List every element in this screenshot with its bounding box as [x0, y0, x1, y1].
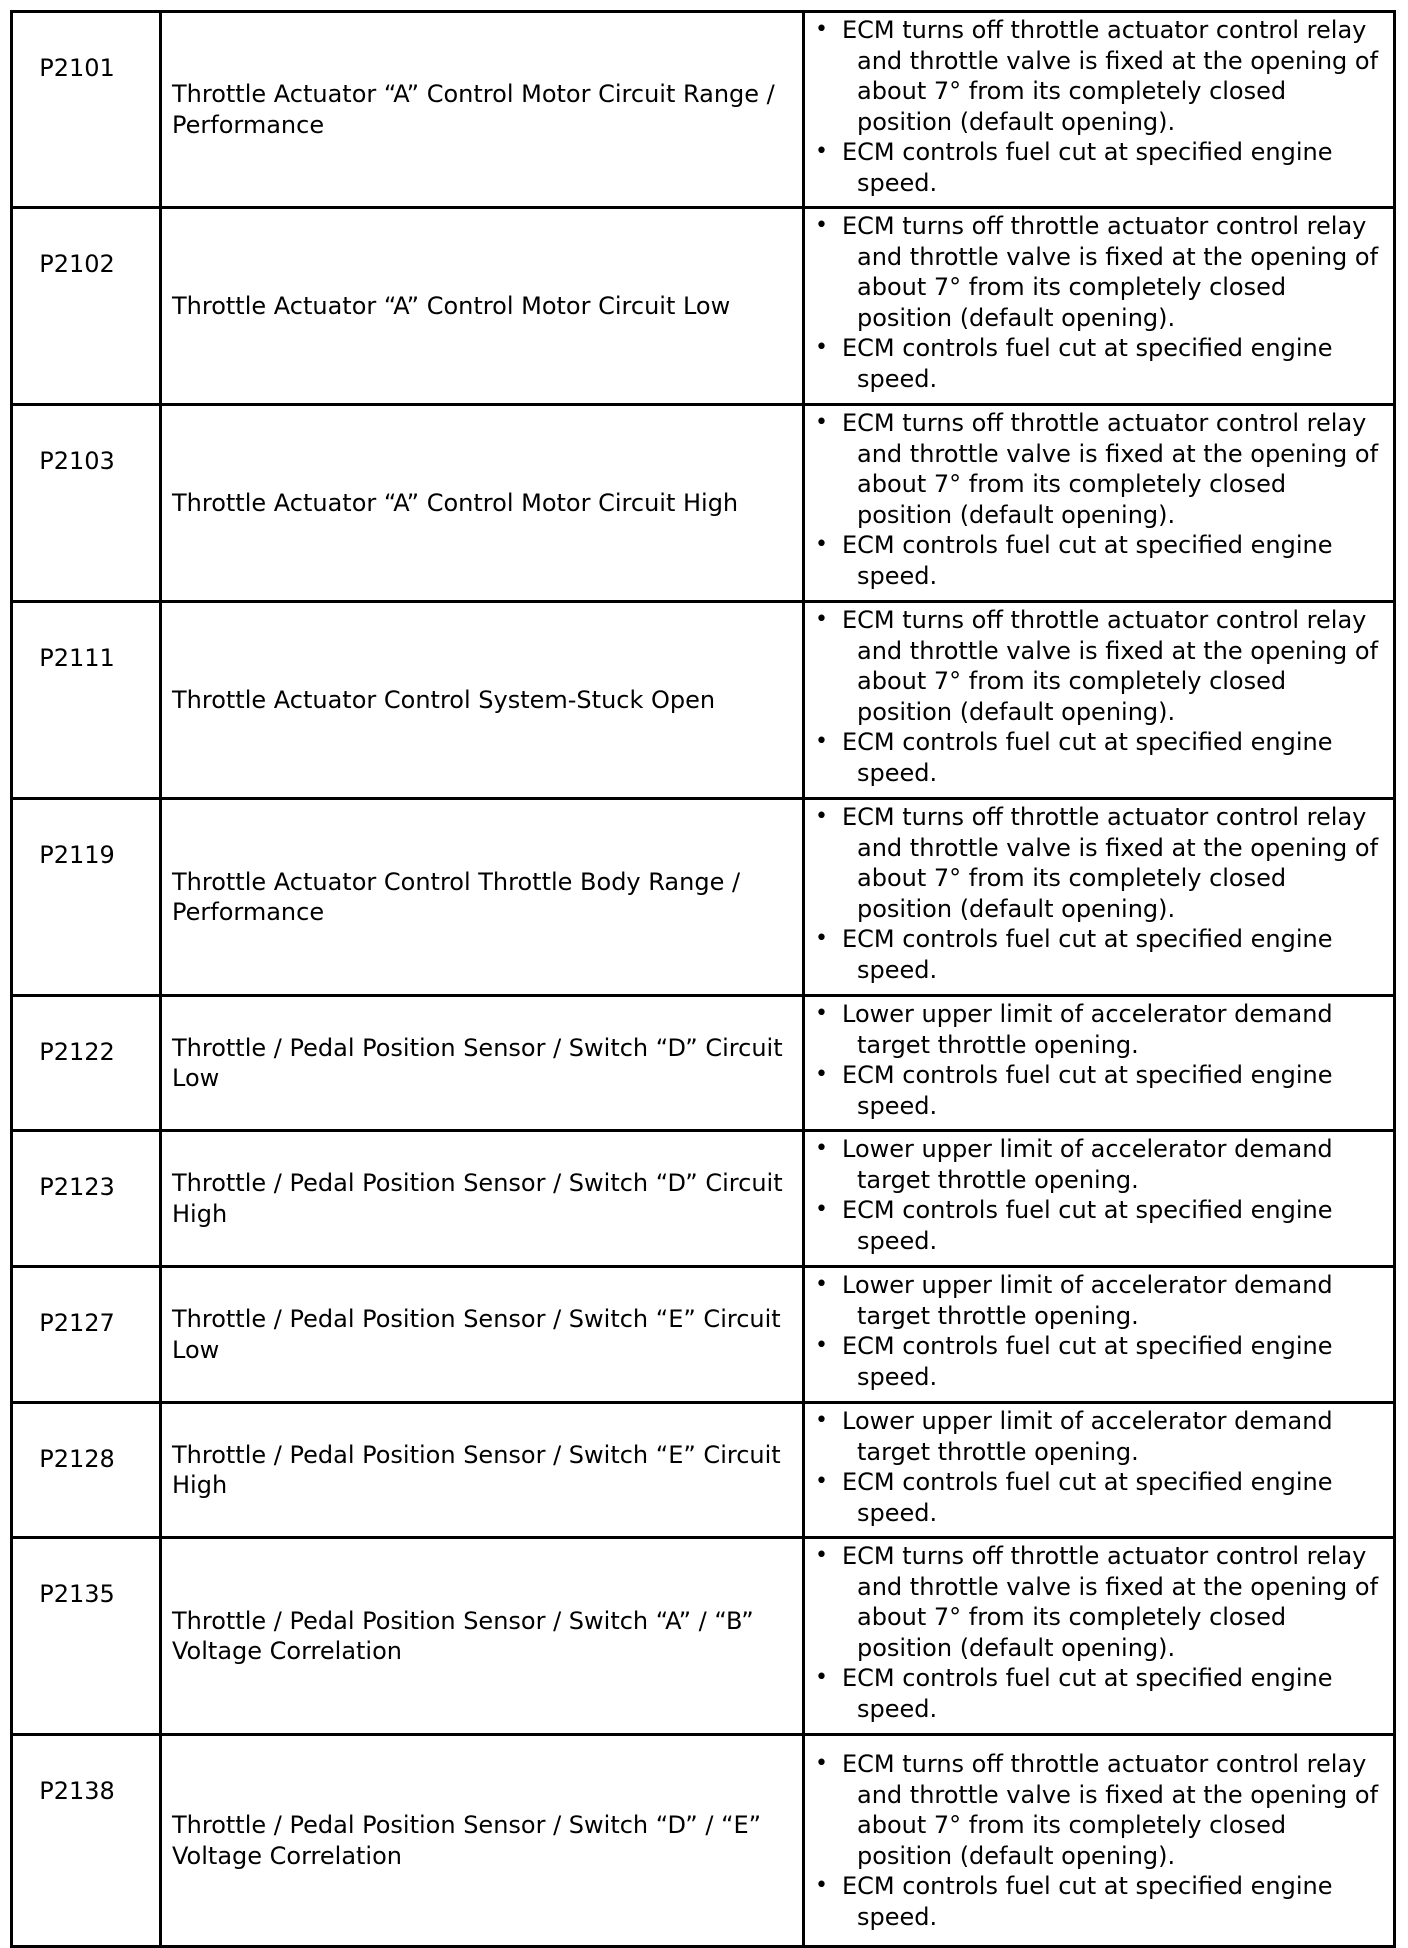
dtc-code-cell: [12, 799, 161, 996]
dtc-code-cell: [12, 208, 161, 405]
fail-safe-action-cell: [804, 405, 1395, 602]
action-list: [815, 1134, 1387, 1256]
table-row: [12, 1735, 1395, 1947]
action-item: • ECM controls fuel cut at specified engine speed.: [815, 924, 1387, 985]
dtc-description: Throttle Actuator “A” Control Motor Circuit Low: [172, 291, 731, 320]
dtc-description: Throttle / Pedal Position Sensor / Switch “E” Circuit High: [172, 1440, 781, 1499]
action-item: • ECM controls fuel cut at specified engine speed.: [815, 727, 1387, 788]
action-list: [815, 802, 1387, 985]
action-item: • ECM turns off throttle actuator control relay and throttle valve is fixed at the opening of about 7° from its completely closed position (default opening).: [815, 1749, 1387, 1871]
dtc-description: Throttle Actuator “A” Control Motor Circuit High: [172, 488, 739, 517]
fail-safe-action-cell: [804, 1131, 1395, 1267]
dtc-description: Throttle / Pedal Position Sensor / Switch “E” Circuit Low: [172, 1305, 781, 1364]
action-item: • ECM turns off throttle actuator control relay and throttle valve is fixed at the opening of about 7° from its completely closed position (default opening).: [815, 15, 1387, 137]
dtc-description: Throttle Actuator “A” Control Motor Circuit Range / Performance: [172, 80, 775, 139]
dtc-code: P2138: [39, 1777, 115, 1805]
action-list: [815, 605, 1387, 788]
action-item: • Lower upper limit of accelerator demand target throttle opening.: [815, 1270, 1387, 1331]
action-item: • Lower upper limit of accelerator demand target throttle opening.: [815, 1406, 1387, 1467]
action-item: • ECM controls fuel cut at specified engine speed.: [815, 1331, 1387, 1392]
action-item: • ECM controls fuel cut at specified engine speed.: [815, 1467, 1387, 1528]
dtc-code-cell: [12, 1403, 161, 1538]
fail-safe-action-cell: [804, 1538, 1395, 1735]
action-item: • ECM controls fuel cut at specified engine speed.: [815, 1663, 1387, 1724]
dtc-description-cell: [161, 1267, 804, 1403]
dtc-description: Throttle Actuator Control Throttle Body Range / Performance: [172, 867, 741, 926]
table-row: [12, 1403, 1395, 1538]
table-row: [12, 1538, 1395, 1735]
action-item: • ECM controls fuel cut at specified engine speed.: [815, 137, 1387, 198]
action-item: • ECM turns off throttle actuator control relay and throttle valve is fixed at the opening of about 7° from its completely closed position (default opening).: [815, 1541, 1387, 1663]
action-list: [815, 1270, 1387, 1392]
action-item: • ECM controls fuel cut at specified engine speed.: [815, 1060, 1387, 1121]
dtc-table-body: [12, 12, 1395, 1947]
dtc-code: P2122: [39, 1038, 115, 1066]
dtc-code: P2111: [39, 644, 115, 672]
fail-safe-action-cell: [804, 208, 1395, 405]
table-row: [12, 208, 1395, 405]
dtc-description-cell: [161, 799, 804, 996]
dtc-description-cell: [161, 405, 804, 602]
action-item: • Lower upper limit of accelerator demand target throttle opening.: [815, 1134, 1387, 1195]
fail-safe-action-cell: [804, 799, 1395, 996]
action-list: [815, 1749, 1387, 1932]
dtc-code: P2102: [39, 250, 115, 278]
dtc-description-cell: [161, 1403, 804, 1538]
fail-safe-action-cell: [804, 12, 1395, 208]
fail-safe-action-cell: [804, 1735, 1395, 1947]
action-item: • Lower upper limit of accelerator demand target throttle opening.: [815, 999, 1387, 1060]
dtc-description-cell: [161, 602, 804, 799]
table-row: [12, 1267, 1395, 1403]
dtc-code: P2135: [39, 1580, 115, 1608]
dtc-code-cell: [12, 602, 161, 799]
action-item: • ECM controls fuel cut at specified engine speed.: [815, 530, 1387, 591]
dtc-code: P2127: [39, 1309, 115, 1337]
dtc-code-cell: [12, 405, 161, 602]
dtc-code: P2119: [39, 841, 115, 869]
dtc-code-cell: [12, 996, 161, 1131]
dtc-code-cell: [12, 1267, 161, 1403]
dtc-description: Throttle / Pedal Position Sensor / Switch “D” / “E” Voltage Correlation: [172, 1811, 762, 1870]
dtc-description-cell: [161, 208, 804, 405]
dtc-description-cell: [161, 996, 804, 1131]
action-item: • ECM controls fuel cut at specified engine speed.: [815, 1871, 1387, 1932]
action-item: • ECM controls fuel cut at specified engine speed.: [815, 333, 1387, 394]
dtc-code-cell: [12, 1735, 161, 1947]
action-item: • ECM controls fuel cut at specified engine speed.: [815, 1195, 1387, 1256]
action-list: [815, 408, 1387, 591]
table-row: [12, 996, 1395, 1131]
dtc-description: Throttle Actuator Control System-Stuck Open: [172, 685, 716, 714]
action-item: • ECM turns off throttle actuator control relay and throttle valve is fixed at the opening of about 7° from its completely closed position (default opening).: [815, 605, 1387, 727]
action-list: [815, 211, 1387, 394]
dtc-description-cell: [161, 1131, 804, 1267]
dtc-table: [10, 10, 1396, 1948]
action-list: [815, 15, 1387, 198]
dtc-code: P2103: [39, 447, 115, 475]
action-list: [815, 1541, 1387, 1724]
table-row: [12, 12, 1395, 208]
dtc-description: Throttle / Pedal Position Sensor / Switch “D” Circuit Low: [172, 1033, 783, 1092]
fail-safe-action-cell: [804, 602, 1395, 799]
fail-safe-action-cell: [804, 1403, 1395, 1538]
action-item: • ECM turns off throttle actuator control relay and throttle valve is fixed at the opening of about 7° from its completely closed position (default opening).: [815, 802, 1387, 924]
fail-safe-action-cell: [804, 1267, 1395, 1403]
dtc-code-cell: [12, 1131, 161, 1267]
table-row: [12, 1131, 1395, 1267]
dtc-description: Throttle / Pedal Position Sensor / Switch “A” / “B” Voltage Correlation: [172, 1606, 754, 1665]
table-row: [12, 405, 1395, 602]
dtc-code: P2101: [39, 54, 115, 82]
action-list: [815, 999, 1387, 1121]
dtc-code: P2123: [39, 1173, 115, 1201]
table-row: [12, 602, 1395, 799]
action-list: [815, 1406, 1387, 1528]
dtc-description-cell: [161, 1538, 804, 1735]
dtc-code: P2128: [39, 1445, 115, 1473]
action-item: • ECM turns off throttle actuator control relay and throttle valve is fixed at the opening of about 7° from its completely closed position (default opening).: [815, 211, 1387, 333]
action-item: • ECM turns off throttle actuator control relay and throttle valve is fixed at the opening of about 7° from its completely closed position (default opening).: [815, 408, 1387, 530]
table-row: [12, 799, 1395, 996]
dtc-description-cell: [161, 12, 804, 208]
dtc-code-cell: [12, 12, 161, 208]
dtc-description-cell: [161, 1735, 804, 1947]
dtc-code-cell: [12, 1538, 161, 1735]
dtc-description: Throttle / Pedal Position Sensor / Switch “D” Circuit High: [172, 1169, 783, 1228]
fail-safe-action-cell: [804, 996, 1395, 1131]
